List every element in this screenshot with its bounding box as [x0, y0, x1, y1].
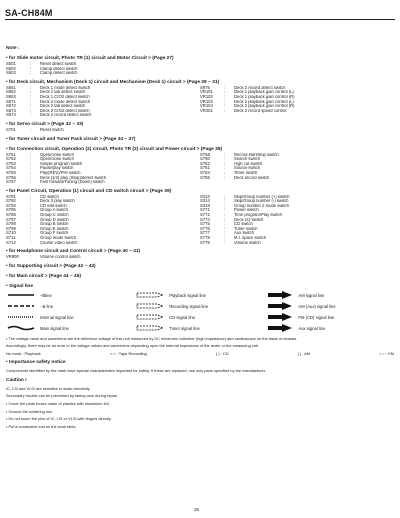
component-cell [200, 71, 394, 76]
component-description: Simple program switch [40, 161, 83, 166]
page-number: 25 [194, 507, 200, 512]
colon: : [30, 104, 32, 109]
signal-row [6, 290, 394, 301]
component-description: Group F switch [40, 231, 69, 236]
component-cell [200, 180, 394, 185]
component-description [234, 71, 394, 76]
colon: : [30, 113, 32, 118]
component-description: Skip/Group number (-) switch [234, 199, 289, 204]
section-title: • for Tuner circuit and Tuner Pack circuit > (Page 34 ~ 37) [6, 136, 136, 142]
colon: : [30, 170, 32, 175]
colon [224, 71, 234, 76]
component-code: VR201 [200, 108, 213, 113]
component-description [234, 180, 394, 185]
colon: : [30, 99, 32, 104]
section-title: • for Servo circuit > (Page 32 ~ 33) [6, 121, 84, 127]
component-code: S502 [6, 66, 16, 71]
colon: : [30, 199, 32, 204]
colon: : [224, 222, 226, 227]
component-code: VR900 [6, 255, 19, 260]
section-title: • for Panel Circuit, Operation (1) circuit and CD switch circuit > (Page 39) [6, 188, 172, 194]
caution-line: • Cover the parts boxes made of plastics with aluminium foil. [6, 400, 110, 406]
signal-line-icon [264, 324, 294, 332]
component-code [200, 180, 224, 185]
colon: : [30, 226, 32, 231]
component-cell [6, 71, 200, 76]
colon: : [224, 157, 226, 162]
signal-label: Main signal line [40, 325, 69, 331]
table-row [6, 255, 394, 260]
signal-row [6, 301, 394, 312]
colon: : [30, 127, 32, 132]
signal-line-icon [264, 313, 294, 321]
table-row [6, 128, 394, 133]
signal-cell [264, 324, 393, 332]
component-code: S753 [6, 161, 16, 166]
component-description: Volume control switch [40, 255, 81, 260]
colon: : [224, 226, 226, 231]
component-code: S710 [6, 231, 16, 236]
signal-line-icon [264, 302, 294, 310]
signal-cell [264, 302, 393, 310]
component-code: S772 [200, 213, 210, 218]
mode-legend [6, 351, 394, 356]
mode-item: [ ] : AM [297, 351, 311, 356]
component-description: Course video switch [40, 240, 78, 245]
component-description: Source switch [234, 166, 261, 171]
component-description: Reset switch [40, 127, 64, 132]
importance-title: • Importance safety notice [6, 360, 66, 366]
component-code: S756 [6, 175, 16, 180]
signal-label: FM (CD) signal line [298, 314, 335, 320]
component-description: Deck 2 playback gain control (L) [234, 99, 294, 104]
colon: : [224, 194, 226, 199]
component-code: S758 [200, 152, 210, 157]
component-description: Pause/play switch [40, 166, 74, 171]
colon: : [30, 217, 32, 222]
component-code: S711 [6, 236, 16, 241]
colon: : [30, 222, 32, 227]
signal-cell [135, 313, 264, 321]
colon: : [30, 161, 32, 166]
colon: : [30, 213, 32, 218]
section-title: • for Main circuit > (Page 44 ~ 45) [6, 273, 81, 279]
colon [224, 113, 234, 118]
header-divider [5, 19, 395, 20]
component-description: Deck 2 record detect switch [234, 85, 286, 90]
signal-label: CD signal line [169, 314, 196, 320]
component-code: S674 [6, 113, 16, 118]
component-cell [6, 113, 200, 118]
colon: : [224, 104, 226, 109]
component-code: S752 [6, 157, 16, 162]
signal-label: AM signal line [298, 292, 325, 298]
component-description: Fast forward/Tuning (Down) switch [40, 180, 105, 185]
signal-title: • Signal line [6, 283, 34, 289]
colon [224, 255, 234, 260]
colon: : [224, 152, 226, 157]
colon: : [30, 180, 32, 185]
component-description: Deck 2 record speed control [234, 108, 287, 113]
colon [224, 128, 234, 133]
component-code: S672 [6, 104, 16, 109]
component-code [200, 128, 224, 133]
colon: : [30, 66, 32, 71]
section-title: • for Supporting circuit > (Page 42 ~ 43) [6, 263, 96, 269]
caution-line: • Ground the soldering iron. [6, 408, 54, 414]
component-cell [200, 113, 394, 118]
colon: : [30, 152, 32, 157]
section-title: • for Deck circuit, Mechanism (Deck 1) circuit and Mechanism (Deck 1) circuit > (Page 29 ~ 31) [6, 79, 220, 85]
component-description: Deck 1 CrO2 detect switch [40, 94, 90, 99]
mode-item: < > : FM [379, 351, 394, 356]
colon: : [224, 208, 226, 213]
component-description: Timer switch [234, 170, 258, 175]
signal-label: - B line [40, 303, 54, 309]
colon: : [224, 240, 226, 245]
component-description: CD edit switch [40, 203, 67, 208]
component-code: S671 [6, 99, 16, 104]
component-code: S791 [6, 194, 16, 199]
component-code: S762 [200, 161, 210, 166]
section-title: • for Headphone circuit and Control circuit > (Page 40 ~ 41) [6, 249, 141, 255]
colon: : [30, 85, 32, 90]
mode-item: < > : Tape Recording [109, 351, 147, 356]
caution-line: • Do not touch the pins of IC, LSI or VLSI with fingers directly. [6, 416, 112, 422]
signal-label: Aux signal line [298, 325, 326, 331]
table-row [6, 71, 394, 76]
note-label: Note : [6, 46, 20, 51]
component-code: S755 [6, 170, 16, 175]
component-code: S776 [200, 226, 210, 231]
colon: : [30, 94, 32, 99]
colon: : [224, 236, 226, 241]
component-code: S794 [6, 203, 16, 208]
component-description: Tuner switch [234, 226, 258, 231]
signal-cell [6, 313, 135, 321]
colon: : [224, 203, 226, 208]
component-code [200, 113, 224, 118]
component-code: S798 [6, 222, 16, 227]
component-description: Deck 2 playback gain control (R) [234, 104, 295, 109]
colon: : [30, 166, 32, 171]
signal-line-icon [135, 302, 165, 310]
colon: : [224, 94, 226, 99]
component-description: Deck 1 playback gain control (R) [234, 94, 295, 99]
signal-label: Internal signal line [40, 314, 74, 320]
component-code: S774 [200, 217, 210, 222]
signal-line-icon [6, 313, 36, 321]
component-code: S652 [6, 90, 16, 95]
component-code: S792 [6, 199, 16, 204]
component-description: Group A switch [40, 208, 68, 213]
component-code [200, 71, 224, 76]
table-row [6, 241, 394, 246]
component-code: S761 [200, 166, 210, 171]
component-code: S673 [6, 108, 16, 113]
signal-cell [135, 291, 264, 299]
colon: : [224, 217, 226, 222]
colon: : [30, 71, 32, 76]
component-code: S751 [6, 152, 16, 157]
colon: : [224, 213, 226, 218]
component-code: VR102 [200, 94, 213, 99]
component-description: Reset detect switch [40, 62, 77, 66]
component-code: VR104 [200, 104, 213, 109]
component-description: CD switch [234, 222, 253, 227]
signal-label: +Bline [40, 292, 52, 298]
signal-label: Playback signal line [169, 292, 206, 298]
component-cell [200, 255, 394, 260]
signal-cell [6, 291, 135, 299]
signal-cell [6, 302, 135, 310]
colon: : [224, 170, 226, 175]
component-code: S771 [200, 208, 210, 213]
component-code: VR101 [200, 90, 213, 95]
colon: : [224, 231, 226, 236]
colon: : [30, 108, 32, 113]
mode-label: No mark : Playback [6, 351, 41, 356]
component-description: Search switch [234, 157, 261, 162]
component-description: Deck record switch [234, 175, 270, 180]
component-code: S975 [200, 85, 210, 90]
signal-cell [135, 302, 264, 310]
component-cell [6, 128, 200, 133]
notes-content [6, 42, 394, 429]
component-code: S757 [6, 180, 16, 185]
component-description [234, 255, 394, 260]
component-description: Deck 2 tab detect switch [40, 104, 86, 109]
signal-line-icon [135, 313, 165, 321]
component-description: M.I. space switch [234, 236, 267, 241]
signal-line-icon [264, 291, 294, 299]
component-description: Group D switch [40, 217, 69, 222]
component-description: Group C switch [40, 213, 69, 218]
colon: : [224, 199, 226, 204]
component-description: Open/close switch [40, 157, 74, 162]
component-code: S701 [6, 127, 16, 132]
component-description: Power switch [234, 208, 259, 213]
signal-row [6, 323, 394, 334]
colon: : [30, 175, 32, 180]
table-row [6, 113, 394, 118]
component-description: Play(REV)/PHI switch [40, 170, 81, 175]
component-description: Deck 1 playback gain control (L) [234, 90, 294, 95]
component-description: Deck 1 mode detect switch [40, 85, 91, 90]
component-code: S795 [6, 208, 16, 213]
component-code: S760 [200, 157, 210, 162]
component-cell [6, 255, 200, 260]
colon: : [224, 108, 226, 113]
component-code: S778 [200, 236, 210, 241]
component-description: High cut switch [234, 161, 263, 166]
signal-label: Recording signal line [169, 303, 209, 309]
component-description: Open/close switch [40, 152, 74, 157]
component-description: CD switch [40, 194, 59, 199]
component-description: Deck 2 mode detect switch [40, 99, 91, 104]
component-description: Deck 2 record detect switch [40, 113, 92, 118]
component-description: Group B switch [40, 222, 69, 227]
component-code: S314 [200, 199, 210, 204]
component-code: S754 [6, 166, 16, 171]
colon: : [224, 166, 226, 171]
signal-line-legend [6, 284, 394, 334]
colon: : [224, 99, 226, 104]
component-description: Skip/Group number (+) switch [234, 194, 290, 199]
component-description: Record start/stop switch [234, 152, 279, 157]
signal-line-icon [135, 324, 165, 332]
component-code: S777 [200, 231, 210, 236]
caution-line: IC, LSI and VLSI are sensitive to static electricity. [6, 385, 91, 391]
component-code: S765 [200, 175, 210, 180]
component-code: S796 [6, 213, 16, 218]
component-description: Aux switch [234, 231, 255, 236]
component-code: S313 [200, 194, 210, 199]
component-description: Deck 1 tab detect switch [40, 90, 86, 95]
component-description: Volume switch [234, 240, 261, 245]
colon: : [224, 161, 226, 166]
component-description: Time program/Play switch [234, 213, 283, 218]
caution-title: Caution ! [6, 377, 27, 383]
component-description [234, 128, 394, 133]
section-title: • for Connection circuit, Operation (2) circuit, Photo TR (2) circuit and Power circuit > (Page 38) [6, 146, 223, 152]
signal-label: AM (Aux) signal line [298, 303, 336, 309]
colon: : [30, 90, 32, 95]
signal-cell [264, 313, 393, 321]
colon: : [30, 157, 32, 162]
component-cell [6, 180, 200, 185]
component-code: S797 [6, 217, 16, 222]
colon: : [30, 236, 32, 241]
signal-line-icon [6, 302, 36, 310]
component-code: VR103 [200, 99, 213, 104]
colon [224, 180, 234, 185]
signal-cell [264, 291, 393, 299]
component-description: Group number 2 mode switch [234, 203, 289, 208]
signal-row [6, 312, 394, 323]
caution-line: Secondary trouble can be prevented by taking care during repair. [6, 393, 118, 399]
component-code: S503 [6, 71, 16, 76]
colon: : [224, 90, 226, 95]
colon: : [30, 194, 32, 199]
component-description: Deck (1/2) play (Stop)/detect switch [40, 175, 107, 180]
note-paragraph: Accordingly, there may be an error in the voltage values and waveforms depending upon the internal impedance of the tester or the measuring unit. [6, 343, 260, 349]
colon: : [30, 231, 32, 236]
component-cell [6, 241, 200, 246]
mode-item: ( ) : CD [215, 351, 229, 356]
component-code: S799 [6, 226, 16, 231]
colon: : [30, 208, 32, 213]
component-description: Group mode switch [40, 236, 77, 241]
component-cell [200, 128, 394, 133]
component-description: Deck 2 play switch [40, 199, 75, 204]
component-code: S651 [6, 85, 16, 90]
signal-line-icon [6, 291, 36, 299]
component-code: S653 [6, 94, 16, 99]
component-code: S775 [200, 222, 210, 227]
component-code: S318 [200, 203, 210, 208]
colon: : [30, 203, 32, 208]
signal-line-icon [6, 324, 36, 332]
colon: : [30, 255, 32, 260]
signal-label: Tuner signal line [169, 325, 200, 331]
component-description [234, 113, 394, 118]
caution-line: • Put a conductive mat on the work table. [6, 423, 77, 429]
importance-text: Components identified by the mark have special characteristics important for safety. If these are replaced, use only parts specified by the manufacturer. [6, 368, 266, 374]
signal-cell [6, 324, 135, 332]
component-code: S779 [200, 240, 210, 245]
component-code [200, 255, 224, 260]
colon: : [224, 175, 226, 180]
component-code: S501 [6, 62, 16, 66]
colon: : [30, 240, 32, 245]
note-paragraph: • The voltage value and waveforms are the reference voltage of this unit measured by DC electronic voltmeter (high impedance) and oscilloscope on the basis of chassis. [6, 335, 298, 341]
table-row [6, 180, 394, 185]
component-code: S764 [200, 170, 210, 175]
component-cell [200, 241, 394, 246]
model-number: SA-CH84M [5, 8, 53, 18]
component-code: S712 [6, 240, 16, 245]
component-description: Deck 1/2 switch [234, 217, 264, 222]
component-description: Deck 2 CrO2 detect switch [40, 108, 90, 113]
component-description: Group E switch [40, 226, 69, 231]
signal-line-icon [135, 291, 165, 299]
colon: : [30, 62, 32, 66]
section-title: • for Slide motor circuit, Photo TR (1) circuit and Motor Circuit > (Page 27) [6, 56, 174, 61]
component-description: Clamp detect switch [40, 66, 78, 71]
signal-cell [135, 324, 264, 332]
component-description: Clamp detect switch [40, 71, 78, 76]
colon: : [224, 85, 226, 90]
